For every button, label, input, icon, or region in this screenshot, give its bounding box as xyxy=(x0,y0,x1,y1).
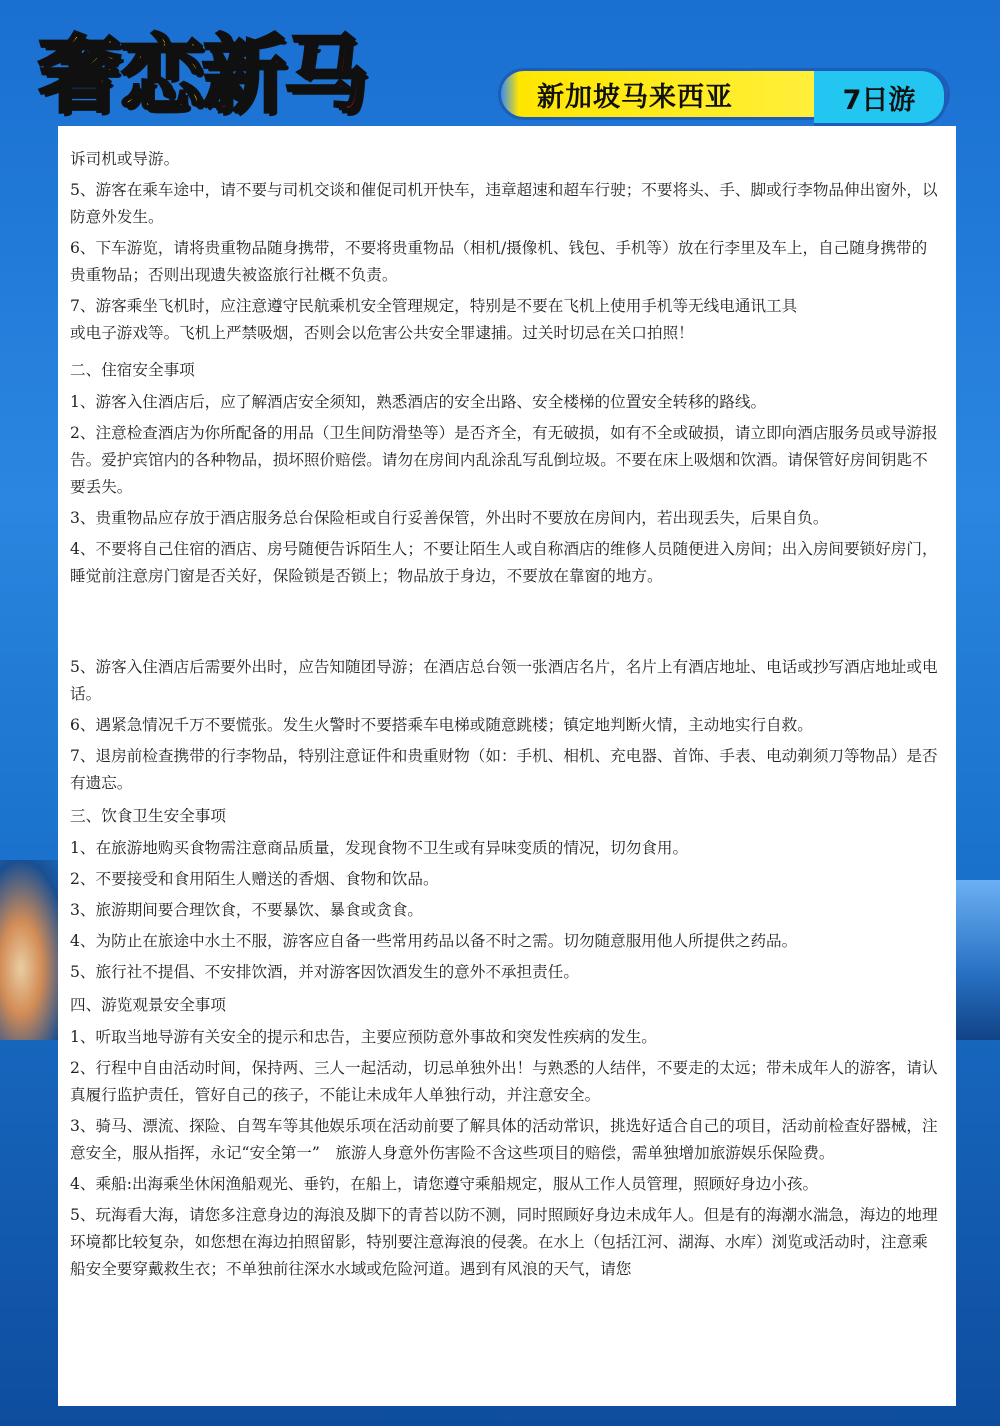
brand-logo xyxy=(38,20,366,130)
paragraph: 4、不要将自己住宿的酒店、房号随便告诉陌生人；不要让陌生人或自称酒店的维修人员随便进入房间；出入房间要锁好房门，睡觉前注意房门窗是否关好，保险锁是否锁上；物品放于身边，不要放在靠窗的地方。 xyxy=(70,540,938,585)
paragraph: 6、遇紧急情况千万不要慌张。发生火警时不要搭乘车电梯或随意跳楼；镇定地判断火情，主动地实行自救。 xyxy=(70,716,813,734)
brand-title-part1: 奢恋 xyxy=(38,26,203,124)
section-heading: 三、饮食卫生安全事项 xyxy=(70,807,226,825)
paragraph: 5、玩海看大海，请您多注意身边的海浪及脚下的青苔以防不测，同时照顾好身边未成年人。但是有的海潮水湍急，海边的地理环境都比较复杂，如您想在海边拍照留影，特别要注意海浪的侵袭。在水上（包括江河、湖海、水库）浏览或活动时，注意乘船安全要穿戴救生衣；不单独前往深水水域或危险河道。遇到有风浪的天气，请您 xyxy=(70,1206,938,1278)
header xyxy=(0,0,1000,128)
subtitle-ribbon xyxy=(498,68,950,120)
paragraph: 3、旅游期间要合理饮食，不要暴饮、暴食或贪食。 xyxy=(70,901,423,919)
paragraph: 2、注意检查酒店为你所配备的用品（卫生间防滑垫等）是否齐全，有无破损，如有不全或破损，请立即向酒店服务员或导游报告。爱护宾馆内的各种物品，损坏照价赔偿。请勿在房间内乱涂乱写乱倒垃圾。不要在床上吸烟和饮酒。请保管好房间钥匙不要丢失。 xyxy=(70,424,938,496)
paragraph: 4、为防止在旅途中水土不服，游客应自备一些常用药品以备不时之需。切勿随意服用他人所提供之药品。 xyxy=(70,932,798,950)
paragraph: 诉司机或导游。 xyxy=(70,150,180,168)
paragraph: 1、游客入住酒店后，应了解酒店安全须知，熟悉酒店的安全出路、安全楼梯的位置安全转移的路线。 xyxy=(70,393,767,411)
section-heading: 四、游览观景安全事项 xyxy=(70,996,226,1014)
paragraph: 3、贵重物品应存放于酒店服务总台保险柜或自行妥善保管，外出时不要放在房间内，若出现丢失，后果自负。 xyxy=(70,509,829,527)
paragraph: 5、游客在乘车途中，请不要与司机交谈和催促司机开快车，违章超速和超车行驶；不要将头、手、脚或行李物品伸出窗外，以防意外发生。 xyxy=(70,181,938,226)
paragraph: 3、骑马、漂流、探险、自驾车等其他娱乐项在活动前要了解具体的活动常识，挑选好适合自己的项目，活动前检查好器械，注意安全，服从指挥，永记“安全第一” 旅游人身意外伤害险不含这些项目的赔偿，需单独增加旅游娱乐保险费。 xyxy=(70,1117,938,1162)
duration-badge: 7日游 xyxy=(814,68,947,126)
paragraph: 2、不要接受和食用陌生人赠送的香烟、食物和饮品。 xyxy=(70,870,439,888)
subtitle: 新加坡马来西亚 xyxy=(537,81,733,113)
paragraph: 5、游客入住酒店后需要外出时，应告知随团导游；在酒店总台领一张酒店名片，名片上有酒店地址、电话或抄写酒店地址或电话。 xyxy=(70,658,938,703)
background-cityscape-right xyxy=(950,880,1000,1040)
paragraph: 1、在旅游地购买食物需注意商品质量，发现食物不卫生或有异味变质的情况，切勿食用。 xyxy=(70,839,689,857)
paragraph: 5、旅行社不提倡、不安排饮酒，并对游客因饮酒发生的意外不承担责任。 xyxy=(70,963,579,981)
brand-title-part2: 新马 xyxy=(202,26,367,124)
paragraph: 7、游客乘坐飞机时，应注意遵守民航乘机安全管理规定，特别是不要在飞机上使用手机等无线电通讯工具 xyxy=(70,297,798,315)
document-page xyxy=(58,126,956,1406)
blank-space xyxy=(70,594,942,654)
paragraph: 7、退房前检查携带的行李物品，特别注意证件和贵重财物（如：手机、相机、充电器、首饰、手表、电动剃须刀等物品）是否有遗忘。 xyxy=(70,747,938,792)
paragraph: 4、乘船:出海乘坐休闲渔船观光、垂钓，在船上，请您遵守乘船规定，服从工作人员管理，照顾好身边小孩。 xyxy=(70,1175,819,1193)
paragraph: 1、听取当地导游有关安全的提示和忠告，主要应预防意外事故和突发性疾病的发生。 xyxy=(70,1028,657,1046)
paragraph: 或电子游戏等。飞机上严禁吸烟，否则会以危害公共安全罪逮捕。过关时切忌在关口拍照！ xyxy=(70,324,694,342)
document-body xyxy=(58,126,956,1283)
paragraph: 2、行程中自由活动时间，保持两、三人一起活动，切忌单独外出！与熟悉的人结伴，不要走的太远；带未成年人的游客，请认真履行监护责任，管好自己的孩子，不能让未成年人单独行动，并注意安全。 xyxy=(70,1059,938,1104)
section-heading: 二、住宿安全事项 xyxy=(70,361,195,379)
paragraph: 6、下车游览，请将贵重物品随身携带，不要将贵重物品（相机/摄像机、钱包、手机等）放在行李里及车上，自己随身携带的贵重物品；否则出现遗失被盗旅行社概不负责。 xyxy=(70,239,928,284)
